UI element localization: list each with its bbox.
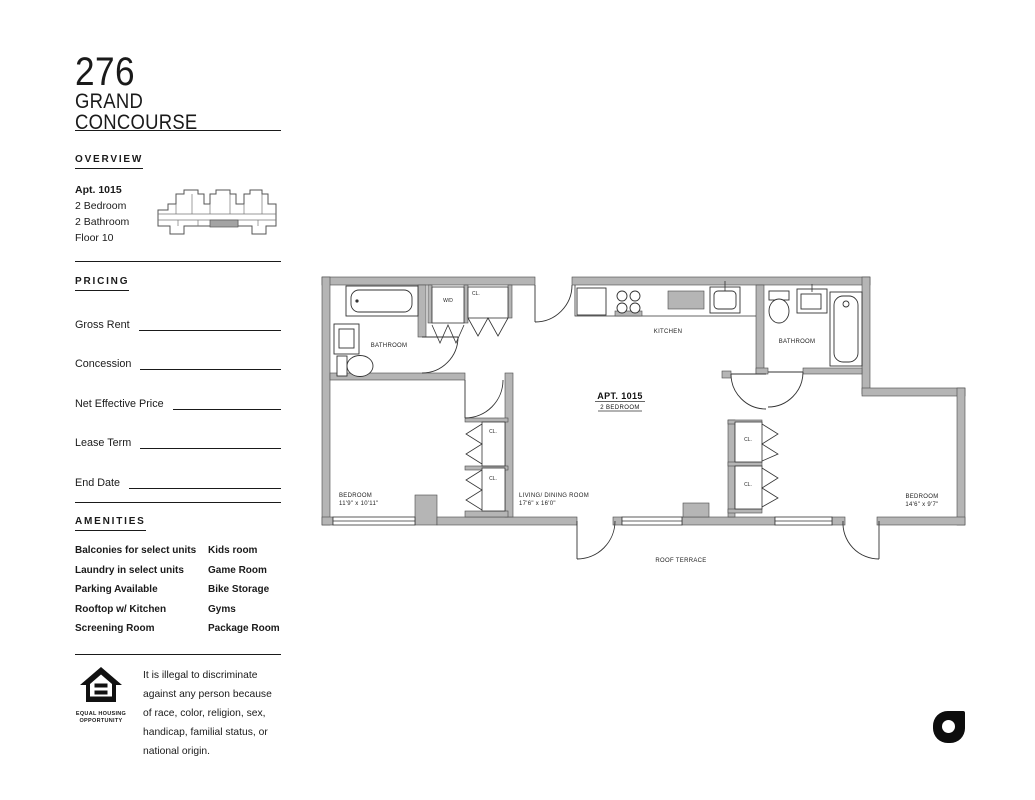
- pricing-heading: PRICING: [75, 276, 281, 291]
- toilet-icon: [769, 291, 789, 323]
- amenity-item: Parking Available: [75, 584, 158, 595]
- closet-label: CL.: [744, 482, 752, 488]
- end-date-blank-line: [129, 476, 281, 489]
- living-dining-label: LIVING/ DINING ROOM: [519, 493, 590, 499]
- stove-icon: [615, 291, 642, 316]
- amenities-heading: AMENITIES: [75, 516, 285, 531]
- amenity-item: Rooftop w/ Kitchen: [75, 603, 167, 615]
- divider: [75, 130, 281, 131]
- keyplan-highlighted-unit: [210, 220, 238, 227]
- concession-label: Concession: [75, 358, 132, 370]
- amenity-item: Balconies for select units: [75, 545, 197, 556]
- bathroom-right-label: BATHROOM: [778, 339, 816, 345]
- logo-word-1: GRAND: [75, 90, 144, 113]
- legal-section: [75, 666, 285, 761]
- amenities-section: [75, 516, 285, 634]
- fair-housing-disclaimer: It is illegal to discriminate against any person because of race, color, religion, sex, handicap, familial status, or national origin.: [143, 670, 272, 757]
- pricing-row-net-effective: [75, 397, 281, 410]
- sink-icon: [797, 284, 827, 313]
- gross-rent-label: Gross Rent: [75, 318, 130, 331]
- brand-logo-icon: [933, 711, 965, 743]
- equal-housing-icon: [78, 666, 124, 704]
- amenity-item: Game Room: [208, 564, 267, 576]
- info-sidebar: [75, 0, 281, 800]
- amenity-item: Screening Room: [75, 623, 155, 634]
- logo-word-2: CONCOURSE: [75, 111, 198, 134]
- roof-terrace-label: ROOF TERRACE: [655, 558, 707, 564]
- end-date-label: End Date: [75, 476, 121, 489]
- pricing-row-concession: [75, 357, 281, 370]
- overview-heading: OVERVIEW: [75, 154, 143, 169]
- pricing-row-gross-rent: [75, 318, 281, 331]
- gross-rent-blank-line: [139, 318, 281, 331]
- concession-blank-line: [140, 357, 281, 370]
- bedroom-left-label: BEDROOM: [339, 493, 373, 499]
- kitchen-sink-icon: [710, 281, 740, 313]
- overview-section: [75, 154, 143, 246]
- lease-term-label: Lease Term: [75, 437, 132, 449]
- bedroom-count: 2 Bedroom: [75, 200, 127, 212]
- closet-label: CL.: [489, 476, 497, 482]
- closet-label: CL.: [472, 291, 480, 297]
- bedroom-right-label: BEDROOM: [905, 494, 939, 500]
- divider: [75, 261, 281, 262]
- amenity-item: Gyms: [208, 603, 236, 615]
- amenity-item: Package Room: [208, 623, 280, 634]
- building-logo: [75, 50, 281, 134]
- amenity-item: Laundry in select units: [75, 564, 184, 576]
- lease-term-blank-line: [140, 436, 281, 449]
- kitchen-label: KITCHEN: [653, 329, 683, 335]
- bathroom-left-label: BATHROOM: [370, 343, 408, 349]
- bedroom-right-dims: 14'6" x 9'7": [905, 502, 939, 508]
- net-effective-price-blank-line: [173, 397, 281, 410]
- bathtub-icon: [830, 292, 862, 366]
- floor-number: Floor 10: [75, 232, 114, 244]
- divider: [75, 502, 281, 503]
- pricing-row-lease-term: [75, 436, 281, 449]
- apartment-sublabel: 2 BEDROOM: [600, 405, 640, 411]
- building-keyplan-thumbnail: [153, 186, 281, 248]
- pricing-row-end-date: [75, 476, 281, 489]
- bathtub-icon: [346, 286, 418, 316]
- amenity-item: Kids room: [208, 545, 258, 556]
- equal-housing-caption-2: OPPORTUNITY: [79, 718, 123, 724]
- floorplan-walls: [322, 277, 965, 525]
- divider: [75, 654, 281, 655]
- living-dining-dims: 17'6" x 16'0": [519, 501, 556, 507]
- equal-housing-caption-1: EQUAL HOUSING: [75, 711, 127, 717]
- floorplan-drawing: [315, 268, 975, 578]
- amenity-item: Bike Storage: [208, 584, 270, 595]
- apartment-label: APT. 1015: [597, 391, 643, 401]
- net-effective-price-label: Net Effective Price: [75, 397, 164, 410]
- bedroom-left-dims: 11'9" x 10'11": [339, 501, 379, 507]
- closet-label: CL.: [489, 429, 497, 435]
- closet-label: CL.: [744, 437, 752, 443]
- pricing-section: [75, 276, 281, 489]
- washer-dryer-label: W/D: [443, 298, 453, 304]
- brand-logo-hole: [942, 720, 955, 733]
- sink-icon: [334, 324, 359, 354]
- apartment-number: Apt. 1015: [75, 184, 122, 196]
- toilet-icon: [337, 356, 373, 377]
- logo-number: 276: [75, 50, 136, 94]
- bathroom-count: 2 Bathroom: [75, 216, 130, 228]
